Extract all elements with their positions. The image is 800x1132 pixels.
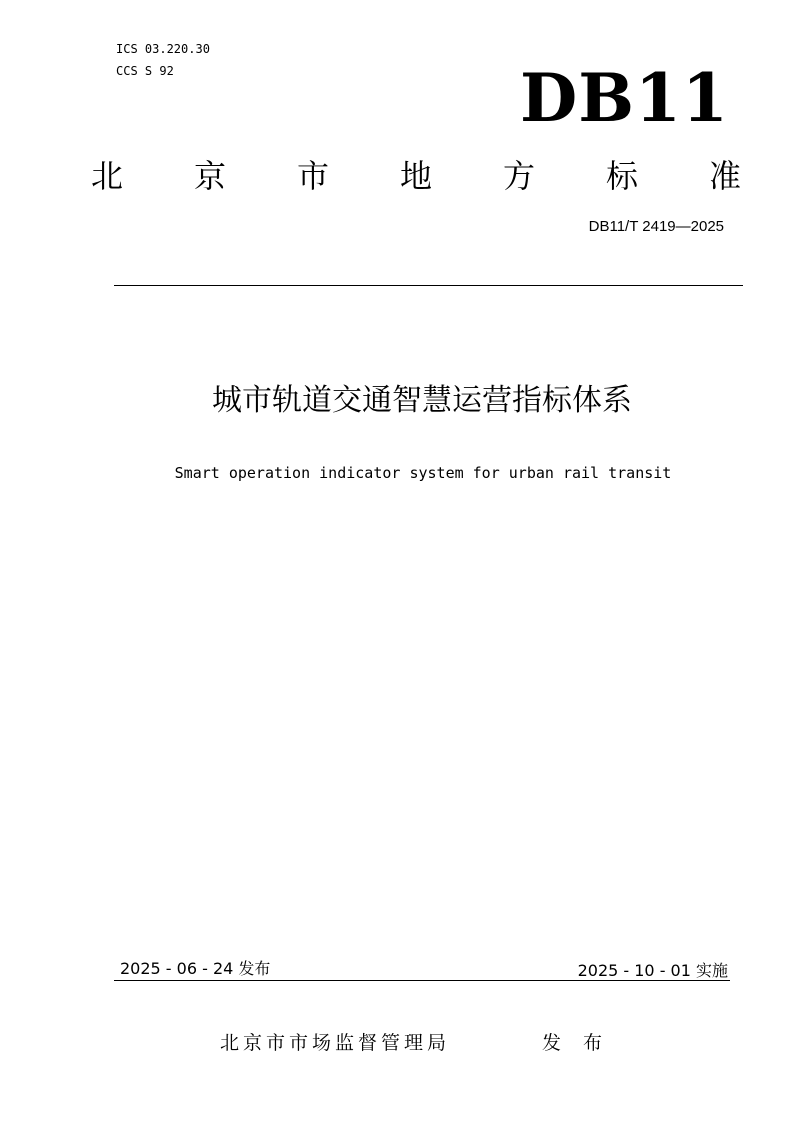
document-title-en: Smart operation indicator system for urban rail transit <box>174 464 672 482</box>
document-title-zh: 城市轨道交通智慧运营指标体系 <box>212 383 632 418</box>
footer-divider <box>114 980 730 981</box>
issue-date: 2025 - 06 - 24 发布 <box>120 959 271 978</box>
standard-mark: DB11 <box>520 59 729 137</box>
standard-type-char: 准 <box>708 157 741 195</box>
standard-code: DB11/T 2419—2025 <box>588 218 724 235</box>
ccs-code: CCS S 92 <box>116 64 174 78</box>
header-divider <box>114 285 743 286</box>
standard-type-char: 北 <box>90 157 123 195</box>
standard-type-char: 京 <box>193 157 226 195</box>
standard-type-char: 地 <box>399 157 432 195</box>
standard-type-heading <box>86 154 746 198</box>
ics-code: ICS 03.220.30 <box>116 42 210 56</box>
standard-type-char: 方 <box>502 157 535 195</box>
standard-type-char: 市 <box>296 157 329 195</box>
issue-label: 发 布 <box>542 1032 611 1054</box>
issuing-authority: 北京市市场监督管理局 <box>220 1032 451 1054</box>
standard-type-char: 标 <box>605 157 638 195</box>
implementation-date: 2025 - 10 - 01 实施 <box>577 961 728 980</box>
